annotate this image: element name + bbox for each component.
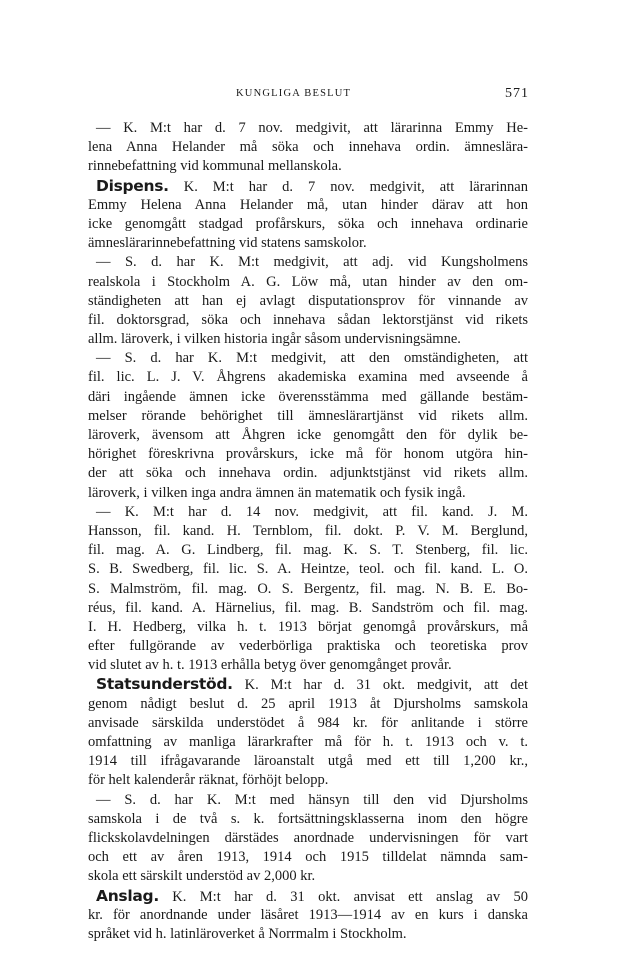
body-text (88, 119, 528, 944)
text-line (88, 368, 528, 387)
line-text: för helt kalenderår räknat, förhöjt belopp. (88, 772, 329, 789)
text-line (88, 215, 528, 234)
text-line (88, 273, 528, 292)
text-line (88, 503, 528, 522)
line-text: anvisade särskilda understödet å 984 kr. för anlitande i större (88, 714, 528, 731)
section-heading: Anslag. (96, 886, 159, 905)
line-text: ämneslärarinnebefattning vid statens samskolor. (88, 235, 367, 252)
line-text: genom nådigt beslut d. 25 april 1913 åt Djursholms samskola (88, 695, 528, 712)
text-line (88, 810, 528, 829)
line-text: K. M:t har d. 31 okt. anvisat ett anslag av 50 (158, 888, 528, 905)
line-text: omfattning av manliga lärarkrafter må för h. t. 1913 och v. t. (88, 734, 528, 750)
text-line (88, 580, 528, 599)
text-line (88, 311, 528, 330)
line-text: skola ett särskilt understöd av 2,000 kr. (88, 868, 316, 885)
text-line (88, 791, 528, 810)
text-line (88, 157, 528, 176)
text-line (88, 292, 528, 311)
line-text: realskola i Stockholm A. G. Löw må, utan hinder av den om- (88, 273, 528, 290)
line-text: der att söka och innehava ordin. adjunktstjänst vid rikets allm. (88, 465, 528, 482)
section-heading: Dispens. (96, 176, 169, 195)
line-text: hörighet föreskrivna provårskurs, icke må för honom utgöra hin- (88, 446, 528, 463)
line-text: däri ingående ämnen icke överensstämma med gällande bestäm- (88, 388, 528, 405)
line-text: fil. lic. L. J. V. Åhgrens akademiska examina med avseende å (88, 369, 528, 386)
line-text: efter fullgörande av vederbörliga praktiska och teoretiska prov (88, 638, 528, 655)
text-line (88, 464, 528, 483)
page-number: 571 (505, 86, 529, 101)
line-text: — K. M:t har d. 14 nov. medgivit, att fil. kand. J. M. (96, 503, 528, 520)
line-text: K. M:t har d. 7 nov. medgivit, att lärarinnan (168, 178, 528, 195)
header-title: KUNGLIGA BESLUT (236, 88, 352, 99)
text-line (88, 445, 528, 464)
line-text: kr. för anordnande under läsåret 1913—1914 av en kurs i danska (88, 906, 528, 923)
line-text: — S. d. har K. M:t medgivit, att adj. vid Kungsholmens (96, 254, 528, 271)
line-text: och ett av åren 1913, 1914 och 1915 tilldelat nämnda sam- (88, 849, 528, 866)
text-line (88, 234, 528, 253)
text-line (88, 714, 528, 733)
text-line (88, 484, 528, 503)
text-line (88, 733, 528, 752)
text-line (88, 138, 528, 157)
line-text: — K. M:t har d. 7 nov. medgivit, att lärarinna Emmy He- (96, 120, 528, 136)
text-line (88, 119, 528, 138)
running-header (0, 86, 632, 106)
section-heading: Statsunderstöd. (96, 675, 233, 694)
text-line (88, 541, 528, 560)
text-line (88, 887, 528, 906)
text-line (88, 848, 528, 867)
line-text: K. M:t har d. 31 okt. medgivit, att det (232, 677, 528, 694)
text-line (88, 560, 528, 579)
line-text: språket vid h. latinläroverket å Norrmalm i Stockholm. (88, 925, 407, 942)
text-line (88, 177, 528, 196)
text-line (88, 349, 528, 368)
line-text: — S. d. har K. M:t med hänsyn till den vid Djursholms (96, 791, 528, 808)
line-text: Emmy Helena Anna Helander må, utan hinder därav att hon (88, 196, 528, 213)
text-line (88, 618, 528, 637)
line-text: allm. läroverk, i vilken historia ingår såsom undervisningsämne. (88, 331, 461, 348)
text-line (88, 829, 528, 848)
line-text: S. B. Swedberg, fil. lic. S. A. Heintze, teol. och fil. kand. L. O. (88, 561, 528, 578)
line-text: Hansson, fil. kand. H. Ternblom, fil. dokt. P. V. M. Berglund, (88, 522, 528, 539)
text-line (88, 771, 528, 790)
text-line (88, 675, 528, 694)
line-text: icke genomgått stadgad profårskurs, söka och innehava ordinarie (88, 215, 528, 232)
line-text: I. H. Hedberg, vilka h. t. 1913 börjat genomgå provårskurs, må (88, 618, 528, 635)
text-line (88, 867, 528, 886)
line-text: 1914 till ifrågavarande läroanstalt utgå med ett till 1,200 kr., (88, 753, 528, 770)
line-text: fil. mag. A. G. Lindberg, fil. mag. K. S. T. Stenberg, fil. lic. (88, 542, 528, 559)
text-line (88, 695, 528, 714)
line-text: réus, fil. kand. A. Härnelius, fil. mag. B. Sandström och fil. mag. (88, 599, 528, 616)
line-text: läroverk, ävensom att Åhgren icke genomgått den för dylik be- (88, 427, 528, 443)
text-line (88, 752, 528, 771)
text-line (88, 196, 528, 215)
line-text: samskola i de två s. k. fortsättningsklasserna inom den högre (88, 810, 528, 827)
line-text: rinnebefattning vid kommunal mellanskola. (88, 158, 342, 175)
line-text: S. Malmström, fil. mag. O. S. Bergentz, fil. mag. N. B. E. Bo- (88, 580, 528, 597)
text-line (88, 522, 528, 541)
text-line (88, 407, 528, 426)
line-text: läroverk, i vilken inga andra ämnen än matematik och fysik ingå. (88, 484, 466, 501)
line-text: — S. d. har K. M:t medgivit, att den omständigheten, att (96, 350, 528, 367)
text-line (88, 637, 528, 656)
text-line (88, 330, 528, 349)
text-line (88, 426, 528, 445)
line-text: ständigheten att han ej avlagt disputationsprov för vinnande av (88, 292, 528, 309)
text-line (88, 388, 528, 407)
text-line (88, 906, 528, 925)
line-text: lena Anna Helander må söka och innehava ordin. ämneslära- (88, 139, 528, 156)
line-text: flickskolavdelningen därstädes anordnade undervisningen för vart (88, 829, 528, 846)
line-text: fil. doktorsgrad, söka och innehava sådan lektorstjänst vid rikets (88, 311, 528, 328)
text-line (88, 253, 528, 272)
line-text: melser rörande behörighet till ämneslärartjänst vid rikets allm. (88, 407, 528, 424)
line-text: vid slutet av h. t. 1913 erhålla betyg över genomgånget provår. (88, 657, 452, 674)
text-line (88, 599, 528, 618)
text-line (88, 925, 528, 944)
text-line (88, 656, 528, 675)
